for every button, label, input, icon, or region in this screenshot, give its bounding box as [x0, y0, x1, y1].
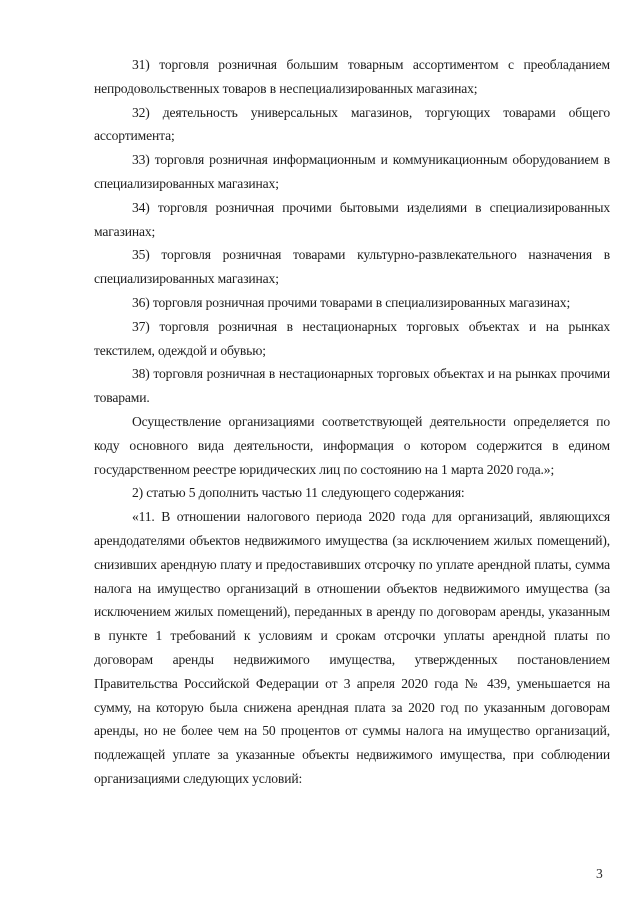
list-item-32: 32) деятельность универсальных магазинов, торгующих товарами общего ассортимента; — [94, 104, 610, 144]
list-item-38: 38) торговля розничная в нестационарных торговых объектах и на рынках прочими товарами. — [94, 366, 610, 406]
list-item-34: 34) торговля розничная прочими бытовыми изделиями в специализированных магазинах; — [94, 199, 610, 239]
amendment-paragraph: 2) статью 5 дополнить частью 11 следующего содержания: — [132, 485, 465, 501]
part-11-paragraph: «11. В отношении налогового периода 2020 года для организаций, являющихся арендодателями объектов недвижимого имущества (за исключением жилых помещений), снизивших арендную плату и предоставивших отсрочку по уплате арендной платы, сумма налога на имущество организаций в отношении объектов недвижимого имущества (за исключением жилых помещений), переданных в аренду по договорам аренды, указанным в пункте 1 требований к условиям и срокам отсрочки уплаты арендной платы по договорам аренды недвижимого имущества, утвержденных постановлением Правительства Российской Федерации от 3 апреля 2020 года № 439, уменьшается на сумму, на которую была снижена арендная плата за 2020 год по указанным договорам аренды, но не более чем на 50 процентов от суммы налога на имущество организаций, подлежащей уплате за указанные объекты недвижимого имущества, при соблюдении организациями следующих условий: — [94, 509, 610, 786]
activity-determination-paragraph: Осуществление организациями соответствующей деятельности определяется по коду основного вида деятельности, информация о котором содержится в едином государственном реестре юридических лиц по состоянию на 1 марта 2020 года.»; — [94, 413, 610, 477]
page-number: 3 — [596, 866, 603, 881]
list-item-37: 37) торговля розничная в нестационарных торговых объектах и на рынках текстилем, одеждой и обувью; — [94, 318, 610, 358]
list-item-31: 31) торговля розничная большим товарным ассортиментом с преобладанием непродовольственных товаров в неспециализированных магазинах; — [94, 57, 610, 96]
list-item-33: 33) торговля розничная информационным и коммуникационным оборудованием в специализированных магазинах; — [94, 152, 610, 191]
document-body — [94, 53, 610, 791]
list-item-35: 35) торговля розничная товарами культурно-развлекательного назначения в специализированных магазинах; — [94, 247, 610, 287]
list-item-36: 36) торговля розничная прочими товарами в специализированных магазинах; — [132, 294, 571, 310]
